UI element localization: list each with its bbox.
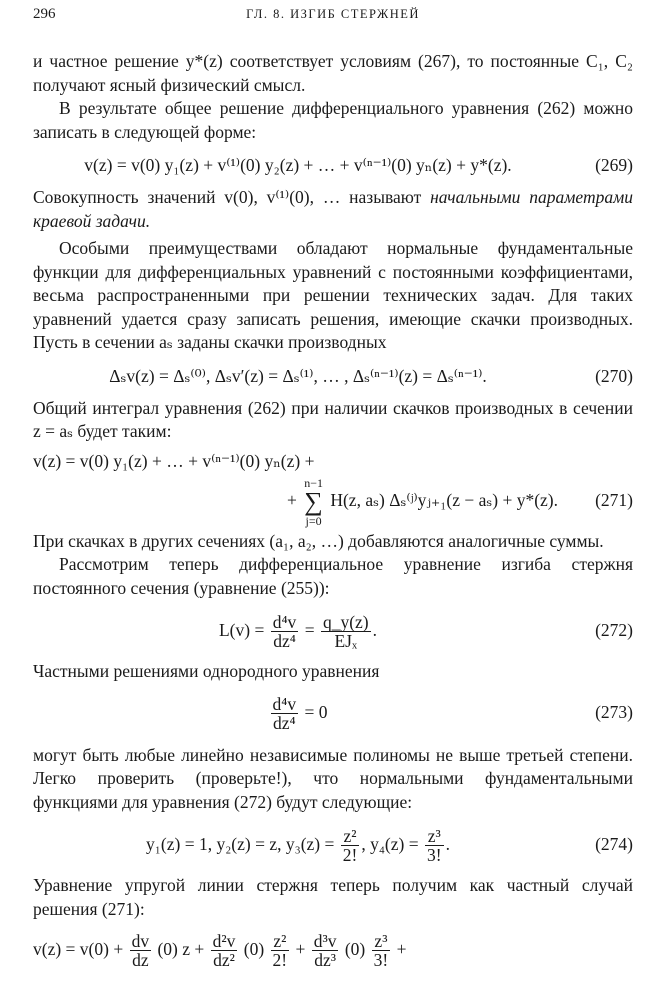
fraction-denominator: dz³ bbox=[314, 950, 336, 971]
equation-272-number: (272) bbox=[595, 620, 633, 640]
fraction-numerator: d³v bbox=[313, 931, 337, 952]
fraction-denominator: 3! bbox=[373, 950, 389, 971]
paragraph-2: В результате общее решение дифференциального уравнения (262) можно записать в следующей форме: bbox=[33, 98, 633, 142]
fraction-numerator: d²v bbox=[212, 931, 236, 952]
paragraph-5: Общий интеграл уравнения (262) при наличии скачков производных в сечении z = aₛ будет таким: bbox=[33, 397, 633, 441]
fraction-denominator: dz bbox=[132, 950, 149, 971]
elastic-line-part-5: (0) bbox=[344, 939, 366, 959]
summation-upper-limit: n−1 bbox=[304, 475, 323, 490]
fraction-denominator: dz² bbox=[213, 950, 235, 971]
equation-271-line-1-formula: v(z) = v(0) y₁(z) + … + v⁽ⁿ⁻¹⁾(0) yₙ(z) + bbox=[33, 450, 315, 471]
fraction-dv-dz bbox=[130, 932, 152, 969]
equation-elastic-line bbox=[33, 925, 633, 973]
equation-271-sum-term: H(z, aₛ) Δₛ⁽ʲ⁾yⱼ₊₁(z − aₛ) + y*(z). bbox=[330, 489, 558, 510]
elastic-line-part-3: (0) bbox=[243, 939, 265, 959]
fraction-d4v-dz4 bbox=[271, 613, 299, 650]
paragraph-6: При скачках в других сечениях (a₁, a₂, …) добавляются аналогичные суммы. bbox=[33, 530, 604, 551]
paragraph-3 bbox=[33, 186, 633, 233]
equation-274 bbox=[33, 820, 633, 868]
equation-273-number: (273) bbox=[595, 701, 633, 722]
fraction-load-over-stiffness bbox=[321, 613, 371, 650]
fraction-d3v-dz3 bbox=[312, 932, 339, 969]
running-head: ГЛ. 8. ИЗГИБ СТЕРЖНЕЙ bbox=[246, 7, 420, 21]
fraction-denominator: dz⁴ bbox=[272, 712, 296, 733]
fraction-d4v-dz4 bbox=[271, 695, 299, 732]
fraction-numerator: z² bbox=[271, 932, 290, 951]
equation-271-line-2 bbox=[33, 475, 633, 528]
equation-elastic-line-formula bbox=[33, 925, 563, 973]
equals-sign: = bbox=[304, 620, 315, 640]
equation-270 bbox=[33, 363, 633, 389]
paragraph-1: и частное решение y*(z) соответствует условиям (267), то постоянные C₁, C₂ получают ясный физический смысл. bbox=[33, 51, 633, 95]
fraction-numerator: z³ bbox=[425, 827, 444, 846]
paragraph-3-text: Совокупность значений v(0), v⁽¹⁾(0), … называют bbox=[33, 187, 431, 207]
fraction-z3-3fact bbox=[425, 827, 444, 864]
fraction-denominator: dz⁴ bbox=[273, 631, 296, 652]
equation-273-formula bbox=[33, 688, 563, 736]
elastic-line-part-1: v(z) = v(0) + bbox=[33, 939, 124, 959]
fraction-numerator: d⁴v bbox=[272, 612, 297, 633]
elastic-line-part-6: + bbox=[396, 939, 407, 959]
equation-274-part-2: , y₄(z) = bbox=[361, 834, 419, 854]
fraction-numerator: dv bbox=[131, 931, 150, 952]
fraction-z3-3fact bbox=[372, 932, 391, 969]
fraction-denominator: 2! bbox=[342, 845, 358, 866]
equation-269 bbox=[33, 152, 633, 178]
page-body bbox=[33, 50, 633, 973]
page-header bbox=[33, 6, 633, 28]
equation-270-number: (270) bbox=[595, 365, 633, 386]
fraction-z2-2fact bbox=[341, 827, 360, 864]
fraction-denominator: 3! bbox=[426, 845, 442, 866]
equation-271-plus: + bbox=[286, 489, 297, 510]
equation-270-formula: Δₛv(z) = Δₛ⁽⁰⁾, Δₛv′(z) = Δₛ⁽¹⁾, … , Δₛ⁽ⁿ⁻¹⁾(z) = Δₛ⁽ⁿ⁻¹⁾. bbox=[109, 365, 487, 386]
paragraph-7: Рассмотрим теперь дифференциальное уравнение изгиба стержня постоянного сечения (уравнение (255)): bbox=[33, 554, 633, 598]
equation-272-lhs: L(v) = bbox=[218, 620, 265, 640]
elastic-line-part-2: (0) z + bbox=[157, 939, 205, 959]
summation-sign bbox=[304, 476, 323, 528]
equation-271-number: (271) bbox=[595, 489, 633, 510]
equation-271-line-1 bbox=[33, 448, 633, 474]
equation-269-number: (269) bbox=[595, 155, 633, 175]
fraction-numerator: z³ bbox=[372, 932, 391, 951]
paragraph-4: Особыми преимуществами обладают нормальные фундаментальные функции для дифференциальных уравнений с постоянными коэффициентами, весьма распространенными при решении технических задач. Для таких уравнений удается сразу записать решения, имеющие скачки производных. Пусть в сечении aₛ заданы скачки производных bbox=[33, 238, 633, 352]
equation-272-period: . bbox=[372, 620, 377, 640]
page-number: 296 bbox=[33, 6, 56, 22]
equation-274-number: (274) bbox=[595, 834, 633, 854]
summation-lower-limit: j=0 bbox=[305, 513, 322, 528]
fraction-denominator: 2! bbox=[272, 950, 288, 971]
fraction-numerator: q_y(z) bbox=[322, 612, 369, 633]
fraction-numerator: d⁴v bbox=[272, 693, 297, 714]
fraction-numerator: z² bbox=[341, 827, 360, 846]
equation-273-rhs: = 0 bbox=[304, 701, 328, 722]
fraction-z2-2fact bbox=[271, 932, 290, 969]
equation-271-line-2-formula bbox=[33, 476, 558, 528]
summation-symbol: ∑ bbox=[304, 486, 323, 516]
equation-273 bbox=[33, 688, 633, 736]
fraction-d2v-dz2 bbox=[211, 932, 238, 969]
equation-269-formula: v(z) = v(0) y₁(z) + v⁽¹⁾(0) y₂(z) + … + v⁽ⁿ⁻¹⁾(0) yₙ(z) + y*(z). bbox=[84, 155, 512, 175]
equation-274-part-1: y₁(z) = 1, y₂(z) = z, y₃(z) = bbox=[146, 834, 335, 854]
paragraph-3-italic-term: начальными параметрами краевой задачи. bbox=[33, 187, 634, 231]
elastic-line-part-4: + bbox=[295, 939, 306, 959]
equation-272-formula bbox=[33, 606, 563, 654]
equation-272 bbox=[33, 606, 633, 654]
paragraph-10: Уравнение упругой линии стержня теперь получим как частный случай решения (271): bbox=[33, 875, 633, 919]
paragraph-8: Частными решениями однородного уравнения bbox=[33, 661, 380, 681]
equation-274-period: . bbox=[445, 834, 450, 854]
fraction-denominator: EJₓ bbox=[334, 631, 358, 652]
equation-274-formula bbox=[33, 820, 563, 868]
paragraph-9: могут быть любые линейно независимые полиномы не выше третьей степени. Легко проверить (проверьте!), что нормальными фундаментальными функциями для уравнения (272) будут следующие: bbox=[33, 744, 633, 812]
